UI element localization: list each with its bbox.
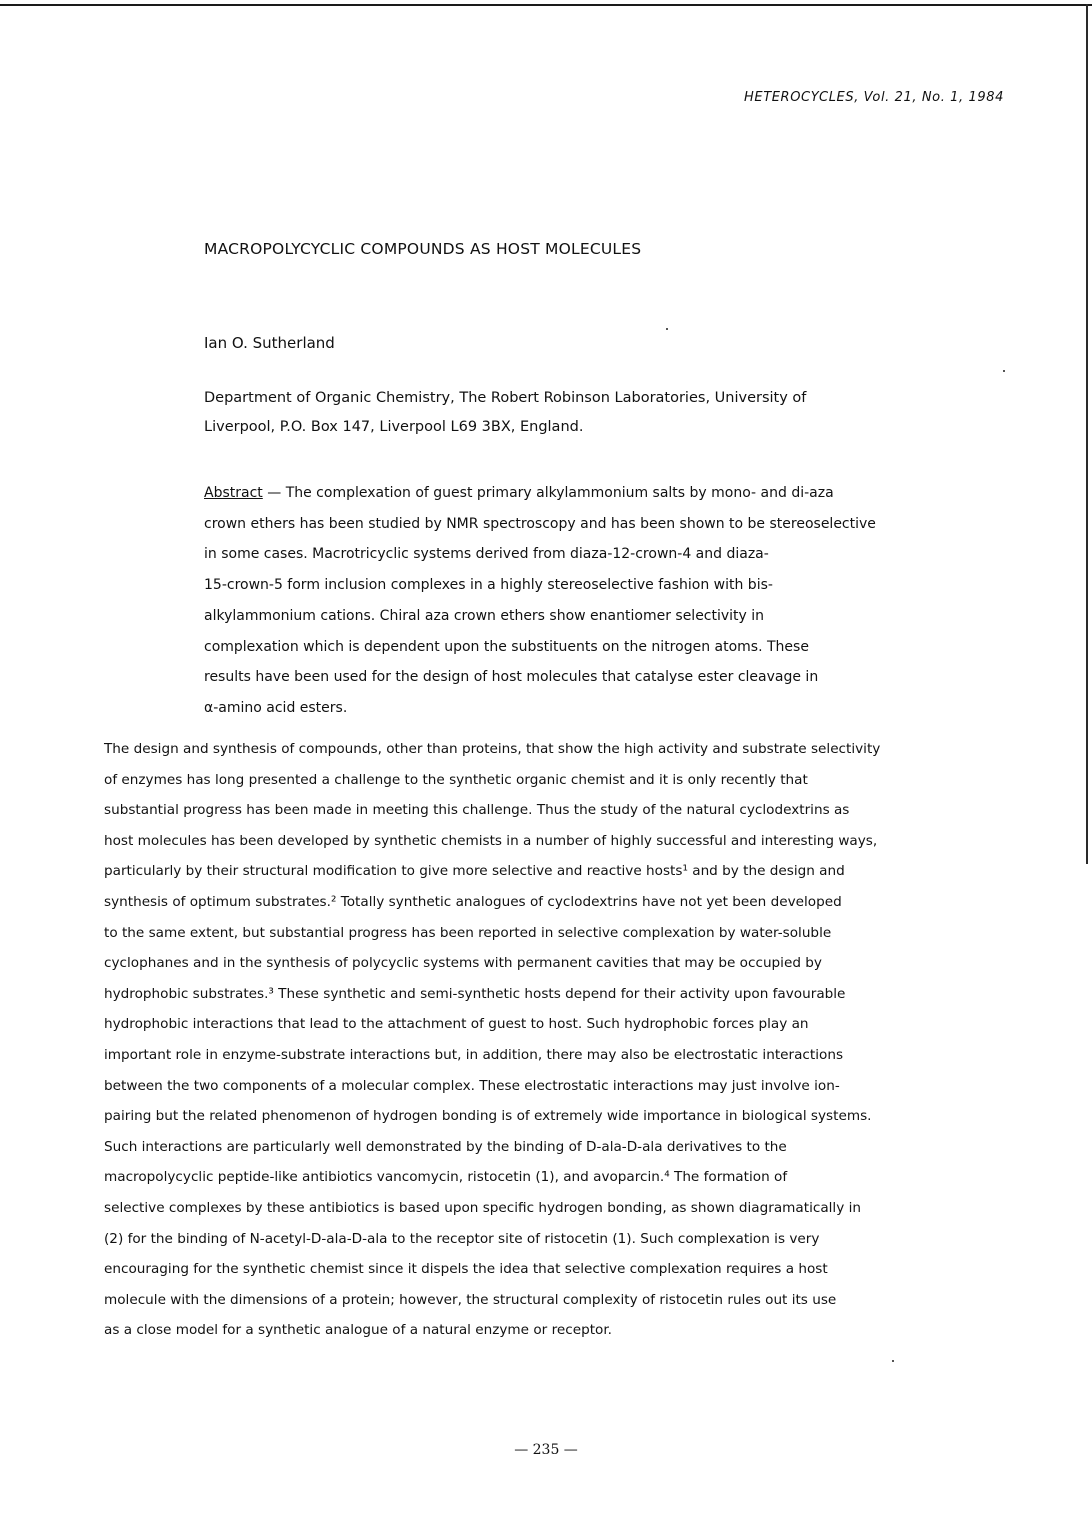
author-affiliation xyxy=(204,384,924,442)
body-line: host molecules has been developed by synthetic chemists in a number of highly successful and interesting ways, xyxy=(104,832,878,849)
abstract-line: The complexation of guest primary alkylammonium salts by mono- and di-aza xyxy=(285,485,834,501)
body-line: pairing but the related phenomenon of hydrogen bonding is of extremely wide importance in biological systems. xyxy=(104,1108,872,1125)
body-line: to the same extent, but substantial progress has been reported in selective complexation by water-soluble xyxy=(104,924,832,941)
abstract-line: in some cases. Macrotricyclic systems derived from diaza-12-crown-4 and diaza- xyxy=(204,546,769,563)
scan-speck xyxy=(666,328,668,330)
page-number: — 235 — xyxy=(514,1442,578,1458)
right-border-rule xyxy=(1086,4,1088,864)
body-line: synthesis of optimum substrates.² Totally synthetic analogues of cyclodextrins have not yet been developed xyxy=(104,893,842,910)
abstract-block xyxy=(204,478,964,724)
abstract-line: results have been used for the design of host molecules that catalyse ester cleavage in xyxy=(204,669,819,686)
page-title: MACROPOLYCYCLIC COMPOUNDS AS HOST MOLECULES xyxy=(204,240,642,258)
body-line: particularly by their structural modification to give more selective and reactive hosts¹ and by the design and xyxy=(104,863,845,880)
scan-speck xyxy=(1003,370,1005,372)
body-line: of enzymes has long presented a challenge to the synthetic organic chemist and it is only recently that xyxy=(104,771,808,788)
body-line: hydrophobic interactions that lead to the attachment of guest to host. Such hydrophobic forces play an xyxy=(104,1016,809,1033)
abstract-line: alkylammonium cations. Chiral aza crown ethers show enantiomer selectivity in xyxy=(204,607,765,624)
abstract-dash: — xyxy=(262,485,286,501)
abstract-first-line xyxy=(204,478,964,509)
author-name: Ian O. Sutherland xyxy=(204,334,335,352)
body-paragraph xyxy=(104,734,994,1346)
affiliation-line: Department of Organic Chemistry, The Robert Robinson Laboratories, University of xyxy=(204,390,807,406)
body-line: The design and synthesis of compounds, other than proteins, that show the high activity and substrate selectivity xyxy=(104,741,881,757)
affiliation-line: Liverpool, P.O. Box 147, Liverpool L69 3BX, England. xyxy=(204,419,584,435)
body-line: macropolycyclic peptide-like antibiotics vancomycin, ristocetin (1), and avoparcin.⁴ The formation of xyxy=(104,1169,788,1186)
body-line: hydrophobic substrates.³ These synthetic and semi-synthetic hosts depend for their activity upon favourable xyxy=(104,985,846,1002)
body-line: as a close model for a synthetic analogue of a natural enzyme or receptor. xyxy=(104,1322,613,1339)
body-line: between the two components of a molecular complex. These electrostatic interactions may just involve ion- xyxy=(104,1077,840,1094)
abstract-line: α-amino acid esters. xyxy=(204,699,348,716)
abstract-label: Abstract xyxy=(204,485,263,501)
top-border-rule xyxy=(0,4,1092,6)
body-line: selective complexes by these antibiotics is based upon specific hydrogen bonding, as shown diagramatically in xyxy=(104,1199,861,1216)
body-line: substantial progress has been made in meeting this challenge. Thus the study of the natural cyclodextrins as xyxy=(104,802,850,819)
journal-citation: HETEROCYCLES, Vol. 21, No. 1, 1984 xyxy=(744,90,1004,105)
body-line: cyclophanes and in the synthesis of polycyclic systems with permanent cavities that may be occupied by xyxy=(104,955,822,972)
scan-speck xyxy=(892,1360,894,1362)
body-line: molecule with the dimensions of a protein; however, the structural complexity of ristocetin rules out its use xyxy=(104,1291,837,1308)
abstract-line: crown ethers has been studied by NMR spectroscopy and has been shown to be stereoselective xyxy=(204,515,876,532)
body-line: Such interactions are particularly well demonstrated by the binding of D-ala-D-ala derivatives to the xyxy=(104,1138,787,1155)
body-line: encouraging for the synthetic chemist since it dispels the idea that selective complexation requires a host xyxy=(104,1261,828,1278)
body-line: (2) for the binding of N-acetyl-D-ala-D-ala to the receptor site of ristocetin (1). Such complexation is very xyxy=(104,1230,820,1247)
abstract-line: 15-crown-5 form inclusion complexes in a highly stereoselective fashion with bis- xyxy=(204,577,773,594)
body-line: important role in enzyme-substrate interactions but, in addition, there may also be electrostatic interactions xyxy=(104,1046,844,1063)
abstract-line: complexation which is dependent upon the substituents on the nitrogen atoms. These xyxy=(204,638,809,655)
